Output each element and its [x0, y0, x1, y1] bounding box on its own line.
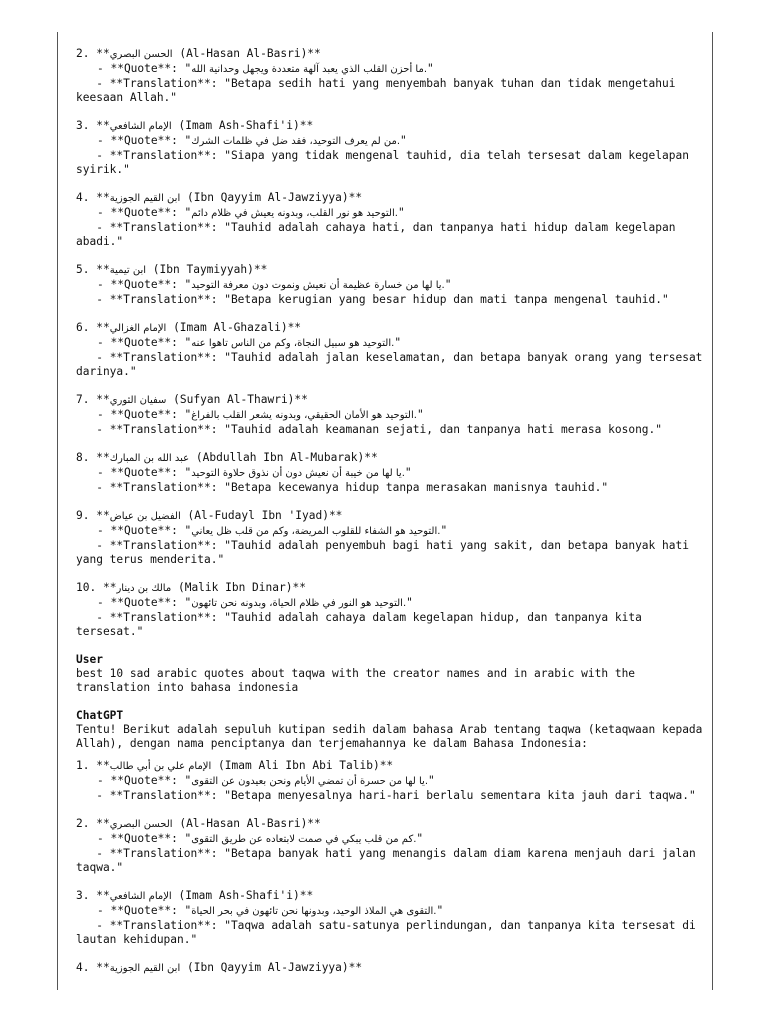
- quote-close: ": [400, 134, 407, 147]
- user-message: [76, 653, 704, 695]
- author-name: (Sufyan Al-Thawri)**: [173, 393, 308, 406]
- quote-heading: [76, 889, 704, 904]
- arabic-quote: كم من قلب يبكي في صمت لابتعاده عن طريق التقوى.: [191, 834, 417, 845]
- item-number: 10.: [76, 581, 97, 594]
- translation-line: [76, 847, 704, 875]
- arabic-quote: يا لها من خسارة عظيمة أن نعيش ونموت دون معرفة التوحيد.: [191, 280, 445, 291]
- arabic-quote: التوحيد هو النور في ظلام الحياة، وبدونه نحن تائهون.: [191, 598, 407, 609]
- translation-close: ": [136, 625, 144, 638]
- translation-text: Betapa sedih hati yang menyembah banyak tuhan dan tidak mengetahui keesaan Allah.: [76, 77, 683, 104]
- translation-close: ": [116, 861, 124, 874]
- bold-marker: **: [96, 263, 110, 276]
- item-number: 4.: [76, 961, 90, 974]
- quote-entry: [76, 451, 704, 495]
- translation-label: - **Translation**: ": [96, 919, 231, 932]
- author-name: (Ibn Taymiyyah)**: [152, 263, 268, 276]
- quote-line: [76, 408, 704, 423]
- indent: [76, 789, 96, 802]
- quote-label: - **Quote**: ": [97, 336, 192, 349]
- quote-label: - **Quote**: ": [97, 206, 192, 219]
- arabic-author-name: ابن القيم الجوزية: [109, 193, 181, 204]
- quote-entry: [76, 263, 704, 307]
- quote-label: - **Quote**: ": [97, 408, 192, 421]
- quote-close: ": [427, 62, 434, 75]
- translation-label: - **Translation**: ": [96, 481, 231, 494]
- translation-text: Betapa banyak hati yang menangis dalam diam karena menjauh dari jalan taqwa.: [76, 847, 703, 874]
- item-number: 3.: [76, 889, 90, 902]
- quote-close: ": [404, 466, 412, 479]
- quote-line: [76, 134, 704, 149]
- quote-entry: [76, 759, 704, 803]
- indent: [76, 423, 96, 436]
- translation-label: - **Translation**: ": [96, 847, 231, 860]
- quote-entry: [76, 889, 704, 947]
- quote-label: - **Quote**: ": [97, 774, 192, 787]
- translation-close: ": [688, 789, 696, 802]
- quote-heading: [76, 817, 704, 832]
- quote-close: ": [397, 206, 405, 219]
- indent: [76, 539, 96, 552]
- author-name: (Imam Ali Ibn Abi Talib)**: [218, 759, 394, 772]
- translation-close: ": [601, 481, 609, 494]
- translation-line: [76, 221, 704, 249]
- item-number: 5.: [76, 263, 90, 276]
- translation-text: Betapa menyesalnya hari-hari berlalu sementara kita jauh dari taqwa.: [230, 789, 689, 802]
- arabic-author-name: الإمام الشافعي: [109, 121, 172, 132]
- translation-label: - **Translation**: ": [96, 423, 231, 436]
- indent: [76, 611, 96, 624]
- translation-line: [76, 351, 710, 379]
- translation-line: [76, 293, 704, 307]
- author-name: (Al-Hasan Al-Basri)**: [179, 47, 321, 60]
- item-number: 2.: [76, 47, 90, 60]
- item-number: 4.: [76, 191, 90, 204]
- author-name: (Malik Ibn Dinar)**: [177, 581, 306, 594]
- quote-line: [76, 206, 704, 221]
- translation-text: Tauhid adalah cahaya dalam kegelapan hidup, dan tanpanya kita tersesat.: [76, 611, 649, 638]
- translation-line: [76, 77, 704, 105]
- translation-close: ": [217, 553, 225, 566]
- quote-line: [76, 62, 704, 77]
- bold-marker: **: [96, 889, 110, 902]
- translation-line: [76, 481, 704, 495]
- translation-label: - **Translation**: ": [96, 293, 231, 306]
- user-role-label: User: [76, 653, 103, 666]
- quote-line: [76, 774, 704, 789]
- quote-close: ": [440, 524, 448, 537]
- left-margin-rule: [57, 32, 58, 990]
- quote-close: ": [444, 278, 452, 291]
- bold-marker: **: [96, 817, 110, 830]
- bold-marker: **: [96, 47, 110, 60]
- quote-entry: [76, 119, 704, 177]
- quote-close: ": [416, 832, 424, 845]
- indent: [76, 221, 96, 234]
- translation-line: [76, 423, 704, 437]
- author-name: (Imam Ash-Shafi'i)**: [178, 889, 314, 902]
- arabic-quote: التقوى هي الملاذ الوحيد، وبدونها نحن تائهون في بحر الحياة.: [191, 906, 437, 917]
- translation-close: ": [662, 293, 669, 306]
- author-name: (Al-Hasan Al-Basri)**: [179, 817, 321, 830]
- translation-text: Betapa kecewanya hidup tanpa merasakan manisnya tauhid.: [230, 481, 602, 494]
- translation-label: - **Translation**: ": [96, 77, 231, 90]
- quote-label: - **Quote**: ": [97, 596, 192, 609]
- bold-marker: **: [96, 961, 110, 974]
- item-number: 2.: [76, 817, 90, 830]
- author-name: (Abdullah Ibn Al-Mubarak)**: [195, 451, 378, 464]
- translation-close: ": [116, 235, 124, 248]
- bold-marker: **: [96, 759, 110, 772]
- bold-marker: **: [96, 509, 110, 522]
- arabic-quote: التوحيد هو الأمان الحقيقي، وبدونه يشعر القلب بالفراغ.: [191, 410, 417, 421]
- assistant-role-label: ChatGPT: [76, 709, 124, 722]
- arabic-quote: ما أحزن القلب الذي يعبد آلهة متعددة ويجهل وحدانية الله.: [191, 64, 427, 75]
- quote-line: [76, 524, 704, 539]
- quote-heading: [76, 961, 704, 976]
- quote-label: - **Quote**: ": [97, 904, 192, 917]
- quote-entry: [76, 961, 704, 976]
- translation-label: - **Translation**: ": [96, 351, 231, 364]
- arabic-quote: التوحيد هو نور القلب، وبدونه يعيش في ظلام دائم.: [191, 208, 398, 219]
- arabic-author-name: الفضيل بن عياض: [109, 511, 181, 522]
- item-number: 1.: [76, 759, 90, 772]
- translation-close: ": [655, 423, 663, 436]
- quote-entry: [76, 817, 704, 875]
- translation-label: - **Translation**: ": [96, 149, 231, 162]
- quote-entry: [76, 191, 704, 249]
- user-prompt-text: best 10 sad arabic quotes about taqwa with the creator names and in arabic with the translation into bahasa indonesia: [76, 667, 642, 694]
- quote-close: ": [394, 336, 402, 349]
- item-number: 6.: [76, 321, 90, 334]
- item-number: 3.: [76, 119, 90, 132]
- item-number: 9.: [76, 509, 90, 522]
- quote-heading: [76, 321, 704, 336]
- translation-line: [76, 149, 704, 177]
- translation-line: [76, 539, 704, 567]
- arabic-quote: يا لها من خيبة أن نعيش دون أن نذوق حلاوة التوحيد.: [191, 468, 405, 479]
- arabic-quote: التوحيد هو سبيل النجاة، وكم من الناس تاهوا عنه.: [191, 338, 395, 349]
- arabic-author-name: الإمام علي بن أبي طالب: [109, 761, 212, 772]
- bold-marker: **: [96, 191, 110, 204]
- quote-label: - **Quote**: ": [97, 62, 192, 75]
- arabic-quote: يا لها من حسرة أن تمضي الأيام ونحن بعيدون عن التقوى.: [191, 776, 429, 787]
- translation-text: Tauhid adalah keamanan sejati, dan tanpanya hati merasa kosong.: [230, 423, 656, 436]
- arabic-author-name: ابن القيم الجوزية: [109, 963, 181, 974]
- quote-line: [76, 466, 704, 481]
- quote-heading: [76, 47, 704, 62]
- bold-marker: **: [96, 451, 110, 464]
- bold-marker: **: [96, 393, 110, 406]
- first-quote-list: [76, 47, 710, 639]
- translation-label: - **Translation**: ": [96, 221, 231, 234]
- translation-label: - **Translation**: ": [96, 539, 231, 552]
- indent: [76, 847, 96, 860]
- indent: [76, 149, 96, 162]
- quote-close: ": [416, 408, 424, 421]
- quote-label: - **Quote**: ": [97, 524, 192, 537]
- author-name: (Imam Ash-Shafi'i)**: [178, 119, 314, 132]
- translation-line: [76, 611, 704, 639]
- translation-label: - **Translation**: ": [96, 789, 231, 802]
- translation-text: Tauhid adalah jalan keselamatan, dan betapa banyak orang yang tersesat darinya.: [76, 351, 710, 378]
- translation-line: [76, 919, 704, 947]
- arabic-author-name: عبد الله بن المبارك: [109, 453, 190, 464]
- assistant-intro-text: Tentu! Berikut adalah sepuluh kutipan sedih dalam bahasa Arab tentang taqwa (ketaqwaan kepada Allah), dengan nama penciptanya dan terjemahannya ke dalam Bahasa Indonesia:: [76, 723, 710, 750]
- arabic-author-name: الإمام الغزالي: [109, 323, 167, 334]
- translation-text: Tauhid adalah cahaya hati, dan tanpanya hati hidup dalam kegelapan abadi.: [76, 221, 683, 248]
- second-quote-list: [76, 759, 704, 976]
- quote-entry: [76, 581, 704, 639]
- quote-heading: [76, 451, 704, 466]
- quote-entry: [76, 47, 704, 105]
- chat-transcript: [76, 47, 710, 990]
- bold-marker: **: [102, 581, 117, 594]
- translation-close: ": [129, 365, 137, 378]
- quote-label: - **Quote**: ": [97, 278, 192, 291]
- translation-close: ": [123, 163, 130, 176]
- arabic-author-name: الحسن البصري: [109, 49, 173, 60]
- quote-heading: [76, 119, 704, 134]
- right-margin-rule: [712, 32, 713, 990]
- quote-label: - **Quote**: ": [97, 832, 192, 845]
- author-name: (Al-Fudayl Ibn 'Iyad)**: [187, 509, 343, 522]
- quote-line: [76, 832, 704, 847]
- item-number: 7.: [76, 393, 90, 406]
- indent: [76, 351, 96, 364]
- quote-entry: [76, 509, 704, 567]
- arabic-author-name: الإمام الشافعي: [109, 891, 172, 902]
- author-name: (Imam Al-Ghazali)**: [173, 321, 302, 334]
- quote-heading: [76, 393, 704, 408]
- quote-line: [76, 336, 704, 351]
- arabic-author-name: مالك بن دينار: [116, 583, 172, 594]
- assistant-message: [76, 709, 710, 751]
- bold-marker: **: [96, 119, 110, 132]
- indent: [76, 481, 96, 494]
- quote-heading: [76, 191, 704, 206]
- quote-heading: [76, 509, 704, 524]
- translation-label: - **Translation**: ": [96, 611, 231, 624]
- translation-text: Siapa yang tidak mengenal tauhid, dia telah tersesat dalam kegelapan syirik.: [76, 149, 696, 176]
- translation-text: Taqwa adalah satu-satunya perlindungan, dan tanpanya kita tersesat di lautan kehidupan.: [76, 919, 703, 946]
- arabic-author-name: ابن تيمية: [109, 265, 147, 276]
- quote-entry: [76, 393, 704, 437]
- arabic-quote: التوحيد هو الشفاء للقلوب المريضة، وكم من قلب ظل يعاني.: [191, 526, 441, 537]
- indent: [76, 77, 96, 90]
- quote-heading: [76, 263, 704, 278]
- quote-heading: [76, 581, 704, 596]
- quote-line: [76, 278, 704, 293]
- translation-close: ": [170, 91, 178, 104]
- translation-text: Tauhid adalah penyembuh bagi hati yang sakit, dan betapa banyak hati yang terus menderita.: [76, 539, 696, 566]
- quote-label: - **Quote**: ": [97, 466, 192, 479]
- item-number: 8.: [76, 451, 90, 464]
- quote-entry: [76, 321, 710, 379]
- quote-heading: [76, 759, 704, 774]
- arabic-quote: من لم يعرف التوحيد، فقد ضل في ظلمات الشرك.: [191, 136, 401, 147]
- quote-close: ": [406, 596, 413, 609]
- translation-close: ": [190, 933, 198, 946]
- author-name: (Ibn Qayyim Al-Jawziyya)**: [186, 961, 363, 974]
- translation-line: [76, 789, 704, 803]
- indent: [76, 293, 96, 306]
- quote-line: [76, 596, 704, 611]
- author-name: (Ibn Qayyim Al-Jawziyya)**: [186, 191, 363, 204]
- arabic-author-name: سفيان الثوري: [109, 395, 167, 406]
- translation-text: Betapa kerugian yang besar hidup dan mati tanpa mengenal tauhid.: [230, 293, 663, 306]
- indent: [76, 919, 96, 932]
- arabic-author-name: الحسن البصري: [109, 819, 173, 830]
- quote-label: - **Quote**: ": [97, 134, 192, 147]
- quote-close: ": [428, 774, 435, 787]
- quote-line: [76, 904, 704, 919]
- bold-marker: **: [96, 321, 110, 334]
- quote-close: ": [436, 904, 444, 917]
